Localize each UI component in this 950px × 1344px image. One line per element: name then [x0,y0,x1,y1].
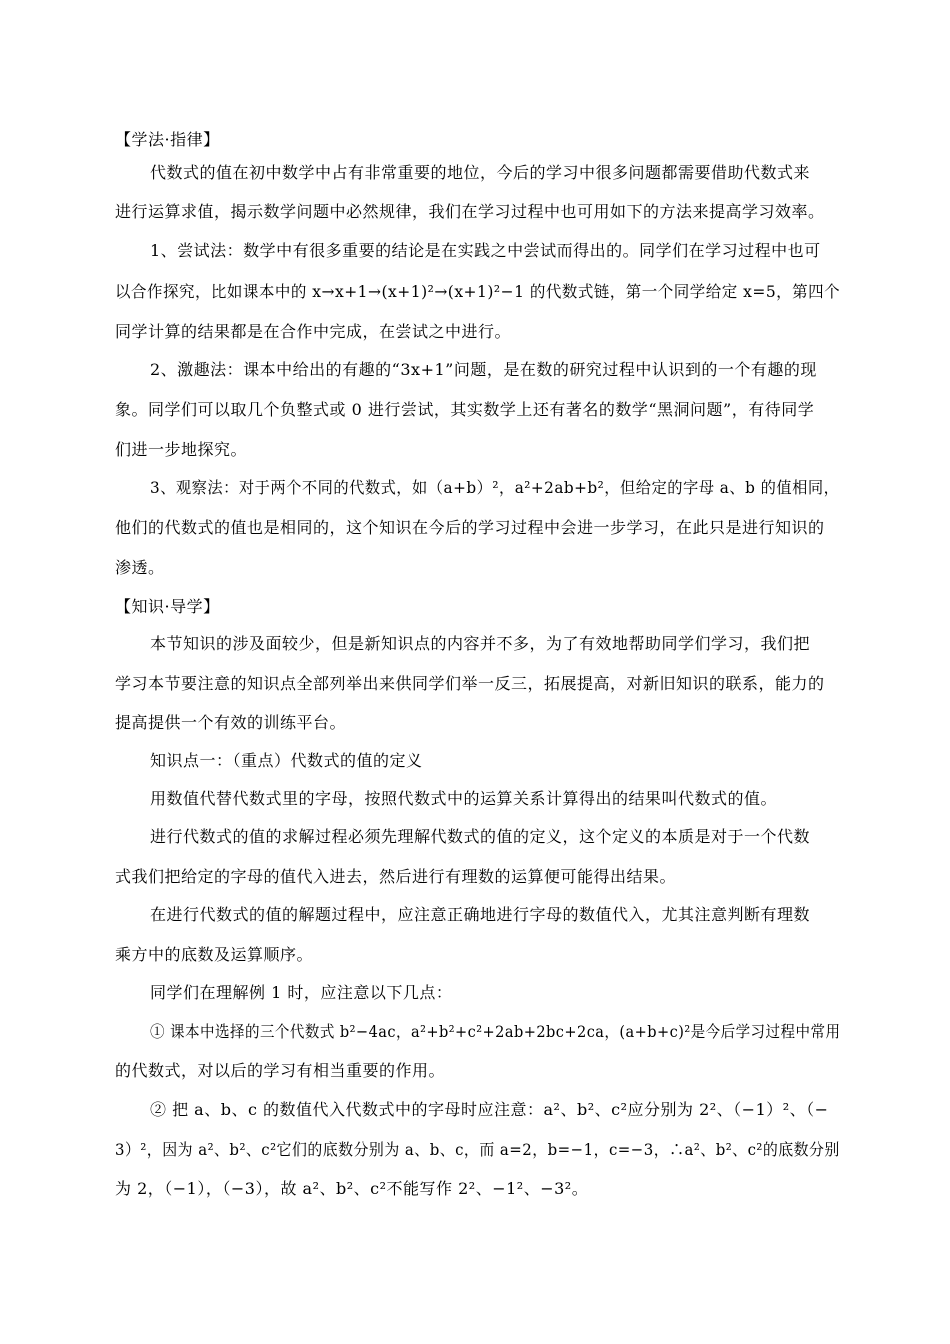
paragraph-line: 2、激趣法：课本中给出的有趣的“3x+1”问题，是在数的研究过程中认识到的一个有趣的现 [150,360,817,379]
section-heading-knowledge-guide: 【知识·导学】 [115,597,220,616]
paragraph-line: 同学们在理解例 1 时，应注意以下几点： [150,983,453,1002]
paragraph-line: 们进一步地探究。 [115,440,248,459]
paragraph-line: ① 课本中选择的三个代数式 b²−4ac，a²+b²+c²+2ab+2bc+2ca，(a+b+c)²是今后学习过程中常用 [150,1022,841,1041]
paragraph-line: 3）²，因为 a²、b²、c²它们的底数分别为 a、b、c，而 a=2，b=−1，c=−3，∴a²、b²、c²的底数分别 [115,1140,840,1159]
paragraph-line: 1、尝试法：数学中有很多重要的结论是在实践之中尝试而得出的。同学们在学习过程中也可 [150,241,821,260]
paragraph-line: 提高提供一个有效的训练平台。 [115,713,347,732]
paragraph-line: 为 2，（−1），（−3），故 a²、b²、c²不能写作 2²、−1²、−3²。 [115,1179,589,1198]
paragraph-line: 同学计算的结果都是在合作中完成，在尝试之中进行。 [115,322,512,341]
paragraph-line: 以合作探究，比如课本中的 x→x+1→(x+1)²→(x+1)²−1 的代数式链，第一个同学给定 x=5，第四个 [115,282,841,301]
paragraph-line: 本节知识的涉及面较少，但是新知识点的内容并不多，为了有效地帮助同学们学习，我们把 [150,634,811,653]
paragraph-line: 用数值代替代数式里的字母，按照代数式中的运算关系计算得出的结果叫代数式的值。 [150,789,778,808]
paragraph-line: 渗透。 [115,558,165,577]
paragraph-line: 进行代数式的值的求解过程必须先理解代数式的值的定义，这个定义的本质是对于一个代数 [150,827,811,846]
knowledge-point-title: 知识点一：（重点）代数式的值的定义 [150,751,423,770]
paragraph-line: 在进行代数式的值的解题过程中，应注意正确地进行字母的数值代入，尤其注意判断有理数 [150,905,811,924]
paragraph-line: 象。同学们可以取几个负整式或 0 进行尝试，其实数学上还有著名的数学“黑洞问题”，有待同学 [115,400,815,419]
paragraph-line: 式我们把给定的字母的值代入进去，然后进行有理数的运算便可能得出结果。 [115,867,677,886]
paragraph-line: ② 把 a、b、c 的数值代入代数式中的字母时应注意：a²、b²、c²应分别为 2²、（−1）²、（− [150,1100,829,1119]
paragraph-line: 代数式的值在初中数学中占有非常重要的地位，今后的学习中很多问题都需要借助代数式来 [150,163,811,182]
paragraph-line: 学习本节要注意的知识点全部列举出来供同学们举一反三，拓展提高，对新旧知识的联系，能力的 [115,674,825,693]
paragraph-line: 乘方中的底数及运算顺序。 [115,945,314,964]
paragraph-line: 的代数式，对以后的学习有相当重要的作用。 [115,1061,446,1080]
paragraph-line: 他们的代数式的值也是相同的，这个知识在今后的学习过程中会进一步学习，在此只是进行知识的 [115,518,825,537]
paragraph-line: 3、观察法：对于两个不同的代数式，如（a+b）²，a²+2ab+b²，但给定的字母 a、b 的值相同， [150,478,840,497]
section-heading-study-method: 【学法·指律】 [115,130,220,149]
paragraph-line: 进行运算求值，揭示数学问题中必然规律，我们在学习过程中也可用如下的方法来提高学习效率。 [115,202,825,221]
